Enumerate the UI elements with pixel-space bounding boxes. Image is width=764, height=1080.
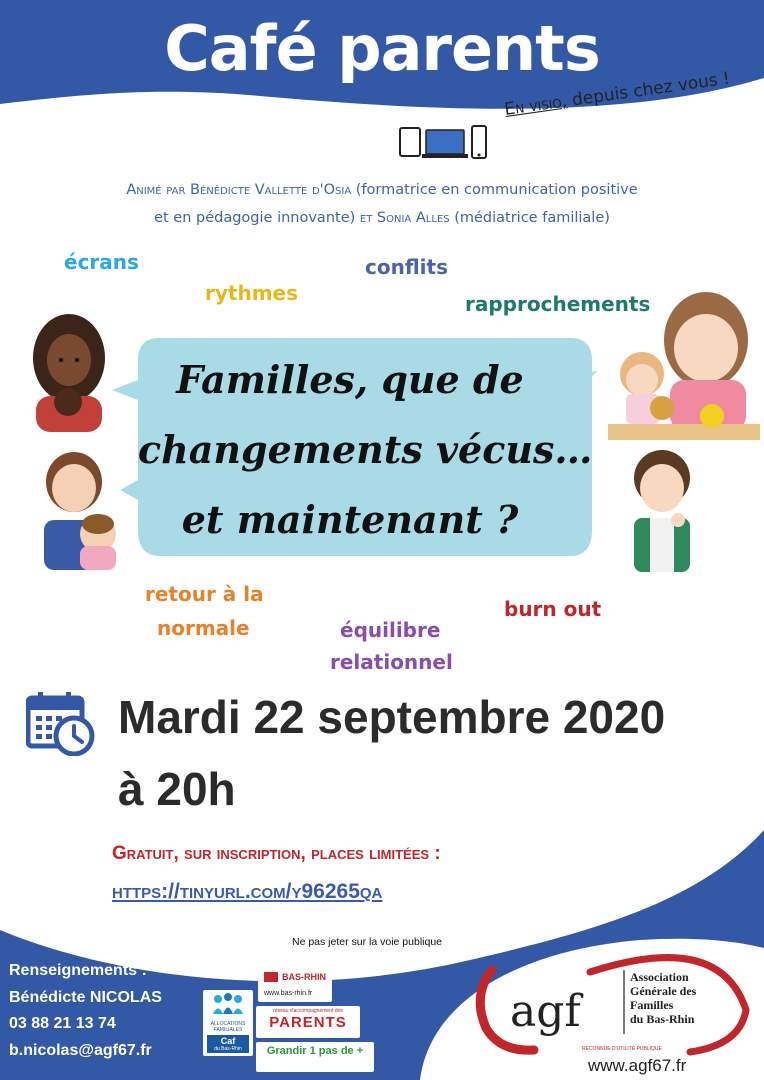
contact-name: Bénédicte NICOLAS xyxy=(9,988,162,1006)
word-conflits: conflits xyxy=(365,255,448,279)
event-time: à 20h xyxy=(118,763,236,815)
bubble-line-1: Familles, que de xyxy=(176,357,524,402)
agf-website-link[interactable]: www.agf67.fr xyxy=(588,1056,687,1075)
word-equilibre-line1: équilibre xyxy=(340,618,441,642)
litter-notice: Ne pas jeter sur la voie publique xyxy=(292,936,443,948)
bubble-line-3: et maintenant ? xyxy=(181,497,519,542)
bubble-text xyxy=(138,345,593,555)
word-burn-out: burn out xyxy=(504,597,602,621)
word-ecrans: écrans xyxy=(64,250,139,274)
word-retour-line2: normale xyxy=(157,616,250,640)
parents-network-logo xyxy=(256,1006,360,1038)
grandir-logo xyxy=(256,1042,374,1072)
contact-block xyxy=(9,958,162,1064)
visio-suffix: depuis chez vous ! xyxy=(565,68,732,112)
animator-1-role-cont: et en pédagogie innovante) xyxy=(154,210,356,226)
parents-network-subtitle: réseau d'accompagnement des xyxy=(273,1008,343,1014)
visio-label: En visio, xyxy=(503,91,569,120)
animators-line-2 xyxy=(0,210,764,226)
caf-text-2: FAMILIALES xyxy=(213,1027,243,1033)
and-label: et xyxy=(359,210,373,226)
caf-logo xyxy=(203,990,253,1056)
agf-name-line-4: du Bas-Rhin xyxy=(630,1012,695,1026)
calendar-clock-icon xyxy=(26,690,96,756)
caf-text-1: ALLOCATIONS xyxy=(210,1021,246,1027)
animated-by-label: Animé par xyxy=(126,182,186,198)
animator-1-role: (formatrice en communication positive xyxy=(355,182,638,198)
agf-name-line-2: Générale des xyxy=(630,984,697,998)
poster-title: Café parents xyxy=(164,12,600,85)
registration-info: Gratuit, sur inscription, places limitées : xyxy=(112,843,441,864)
contact-phone: 03 88 21 13 74 xyxy=(9,1015,116,1032)
grandir-text: Grandir 1 pas de + xyxy=(266,1045,364,1057)
registration-link[interactable]: https://tinyurl.com/y96265qa xyxy=(112,880,383,903)
agf-name-line-3: Familles xyxy=(630,998,674,1012)
parents-network-title: PARENTS xyxy=(269,1014,347,1031)
bas-rhin-flag-icon xyxy=(264,972,278,982)
caf-text-3: Caf xyxy=(220,1036,236,1046)
animator-1-name: Bénédicte Vallette d'Osia xyxy=(190,182,352,198)
contact-email: b.nicolas@agf67.fr xyxy=(9,1041,152,1059)
caf-figures-icon xyxy=(203,990,253,1016)
caf-text-4: du Bas-Rhin xyxy=(214,1046,242,1052)
animator-2-name: Sonia Alles xyxy=(376,210,450,226)
word-rythmes: rythmes xyxy=(205,281,299,305)
event-date: Mardi 22 septembre 2020 xyxy=(118,691,666,743)
bas-rhin-text: BAS-RHIN xyxy=(282,972,326,982)
father-with-baby-illustration xyxy=(38,448,120,570)
bas-rhin-url: www.bas-rhin.fr xyxy=(264,990,313,997)
devices-icon xyxy=(398,124,494,162)
agf-wordmark: agf xyxy=(510,986,581,1037)
agf-recognition: RECONNUE D'UTILITÉ PUBLIQUE xyxy=(582,1046,662,1052)
word-rapprochements: rapprochements xyxy=(465,292,651,316)
mother-with-child-illustration xyxy=(28,310,110,432)
animator-2-role: (médiatrice familiale) xyxy=(454,210,610,226)
bas-rhin-logo xyxy=(258,968,332,1002)
word-retour-line1: retour à la xyxy=(145,582,264,606)
agf-logo xyxy=(470,950,760,1060)
animators-line-1 xyxy=(0,182,764,198)
partner-logos xyxy=(256,968,376,1074)
father-thinking-illustration xyxy=(626,448,698,572)
agf-name-line-1: Association xyxy=(630,970,689,984)
word-equilibre-line2: relationnel xyxy=(330,650,453,674)
bubble-line-2: changements vécus… xyxy=(138,427,593,472)
contact-label: Renseignements : xyxy=(9,962,147,979)
mother-with-daughter-illustration xyxy=(608,290,760,440)
